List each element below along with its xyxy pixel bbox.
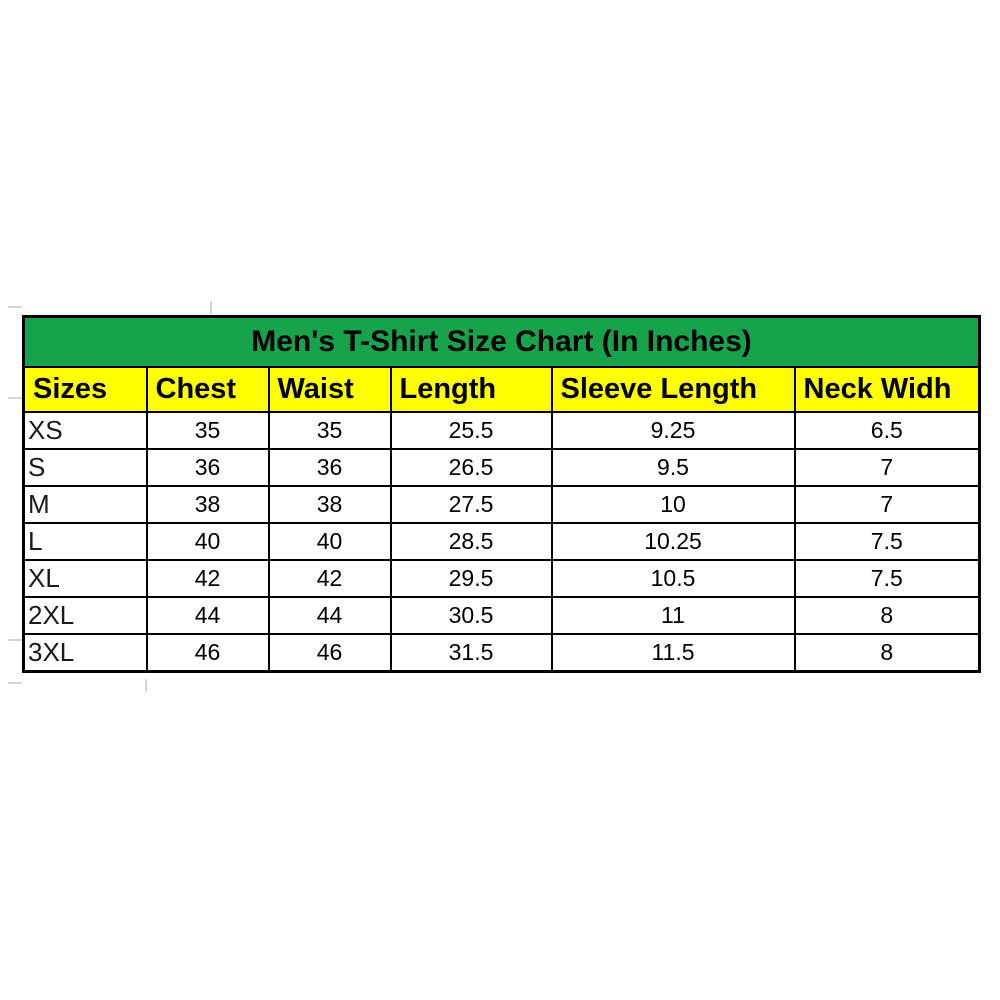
sleeve-length-cell: 10	[552, 486, 795, 523]
length-cell: 25.5	[391, 412, 552, 449]
waist-cell: 38	[269, 486, 391, 523]
table-row-m	[24, 486, 980, 523]
chest-cell: 40	[147, 523, 269, 560]
table-row-2xl	[24, 597, 980, 634]
size-cell: 3XL	[24, 634, 147, 672]
neck-width-cell: 7.5	[795, 560, 980, 597]
size-cell: L	[24, 523, 147, 560]
gridline-stub	[8, 306, 22, 308]
column-header-waist: Waist	[269, 367, 391, 412]
column-header-length: Length	[391, 367, 552, 412]
waist-cell: 36	[269, 449, 391, 486]
chest-cell: 35	[147, 412, 269, 449]
gridline-stub	[8, 682, 22, 684]
column-header-sleeve-length: Sleeve Length	[552, 367, 795, 412]
gridline-stub	[210, 301, 212, 314]
column-header-neck-width: Neck Widh	[795, 367, 980, 412]
column-header-row	[24, 367, 980, 412]
size-chart	[22, 315, 981, 673]
waist-cell: 46	[269, 634, 391, 672]
chest-cell: 42	[147, 560, 269, 597]
size-cell: M	[24, 486, 147, 523]
size-cell: XS	[24, 412, 147, 449]
size-cell: S	[24, 449, 147, 486]
chest-cell: 46	[147, 634, 269, 672]
waist-cell: 35	[269, 412, 391, 449]
sleeve-length-cell: 10.5	[552, 560, 795, 597]
table-title: Men's T-Shirt Size Chart (In Inches)	[24, 317, 980, 368]
gridline-stub	[145, 679, 147, 692]
column-header-chest: Chest	[147, 367, 269, 412]
length-cell: 29.5	[391, 560, 552, 597]
length-cell: 27.5	[391, 486, 552, 523]
length-cell: 30.5	[391, 597, 552, 634]
gridline-stub	[8, 639, 22, 641]
sleeve-length-cell: 9.25	[552, 412, 795, 449]
neck-width-cell: 6.5	[795, 412, 980, 449]
sleeve-length-cell: 10.25	[552, 523, 795, 560]
waist-cell: 42	[269, 560, 391, 597]
neck-width-cell: 8	[795, 597, 980, 634]
length-cell: 26.5	[391, 449, 552, 486]
chest-cell: 44	[147, 597, 269, 634]
waist-cell: 40	[269, 523, 391, 560]
waist-cell: 44	[269, 597, 391, 634]
sleeve-length-cell: 11	[552, 597, 795, 634]
length-cell: 28.5	[391, 523, 552, 560]
table-row-3xl	[24, 634, 980, 672]
gridline-stub	[8, 397, 22, 399]
chest-cell: 36	[147, 449, 269, 486]
size-cell: 2XL	[24, 597, 147, 634]
sleeve-length-cell: 9.5	[552, 449, 795, 486]
chest-cell: 38	[147, 486, 269, 523]
table-row-xl	[24, 560, 980, 597]
column-header-sizes: Sizes	[24, 367, 147, 412]
length-cell: 31.5	[391, 634, 552, 672]
table-row-s	[24, 449, 980, 486]
neck-width-cell: 7	[795, 486, 980, 523]
size-cell: XL	[24, 560, 147, 597]
sleeve-length-cell: 11.5	[552, 634, 795, 672]
neck-width-cell: 7.5	[795, 523, 980, 560]
neck-width-cell: 8	[795, 634, 980, 672]
table-row-l	[24, 523, 980, 560]
neck-width-cell: 7	[795, 449, 980, 486]
table-row-xs	[24, 412, 980, 449]
size-chart-table	[22, 315, 981, 673]
title-row	[24, 317, 980, 368]
